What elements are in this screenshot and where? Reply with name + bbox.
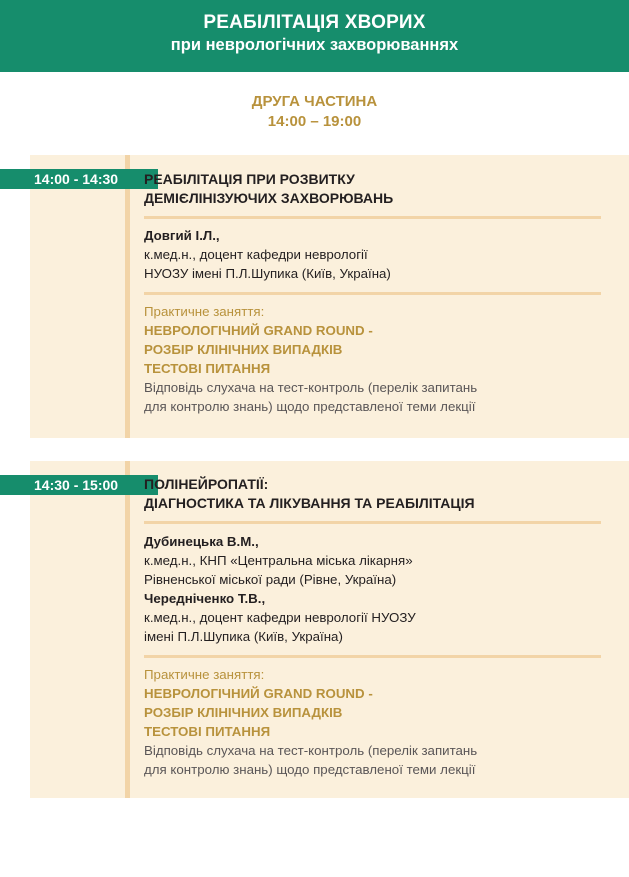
- header-title: РЕАБІЛІТАЦІЯ ХВОРИХ: [203, 12, 426, 33]
- practical-section: [144, 665, 601, 779]
- speaker-info-line: к.мед.н., доцент кафедри неврології НУОЗУ: [144, 610, 416, 625]
- speaker-info-line: к.мед.н., доцент кафедри неврології: [144, 247, 368, 262]
- page-header: [0, 0, 629, 72]
- practical-line: РОЗБІР КЛІНІЧНИХ ВИПАДКІВ: [144, 342, 343, 357]
- session-block-2: [30, 461, 629, 798]
- note-line: Відповідь слухача на тест-контроль (перелік запитань: [144, 743, 478, 758]
- note-line: для контролю знань) щодо представленої теми лекції: [144, 762, 476, 777]
- practical-line: РОЗБІР КЛІНІЧНИХ ВИПАДКІВ: [144, 705, 343, 720]
- session-divider-line: [125, 461, 130, 798]
- session-title-line: ДІАГНОСТИКА ТА ЛІКУВАННЯ ТА РЕАБІЛІТАЦІЯ: [144, 495, 475, 511]
- part-time: 14:00 – 19:00: [267, 113, 362, 130]
- session-title-line: ПОЛІНЕЙРОПАТІЇ:: [144, 476, 269, 492]
- speaker-info-line: Рівненської міської ради (Рівне, Україна): [144, 572, 397, 587]
- speaker-info-line: імені П.Л.Шупика (Київ, Україна): [144, 629, 343, 644]
- session-content: [144, 461, 601, 779]
- session-title: [144, 475, 601, 513]
- separator: [144, 521, 601, 524]
- separator: [144, 216, 601, 219]
- practical-section: [144, 302, 601, 416]
- practical-line: НЕВРОЛОГІЧНИЙ GRAND ROUND -: [144, 323, 373, 338]
- practical-label: Практичне заняття:: [144, 667, 265, 682]
- session-title-line: ДЕМІЄЛІНІЗУЮЧИХ ЗАХВОРЮВАНЬ: [144, 190, 394, 206]
- speaker-info-line: НУОЗУ імені П.Л.Шупика (Київ, Україна): [144, 266, 391, 281]
- session-time-badge: 14:30 - 15:00: [0, 475, 158, 495]
- speaker-name: Чередніченко Т.В.,: [144, 591, 266, 606]
- part-label: ДРУГА ЧАСТИНА: [251, 93, 378, 110]
- header-subtitle: при неврологічних захворюваннях: [170, 36, 459, 54]
- session-content: [144, 155, 601, 416]
- speaker: [144, 226, 601, 283]
- practical-label: Практичне заняття:: [144, 304, 265, 319]
- speaker-info-line: к.мед.н., КНП «Центральна міська лікарня»: [144, 553, 413, 568]
- session-title-line: РЕАБІЛІТАЦІЯ ПРИ РОЗВИТКУ: [144, 171, 355, 187]
- session-block-1: [30, 155, 629, 438]
- practical-line: ТЕСТОВІ ПИТАННЯ: [144, 361, 271, 376]
- session-title: [144, 170, 601, 208]
- session-divider-line: [125, 155, 130, 438]
- note-line: для контролю знань) щодо представленої теми лекції: [144, 399, 476, 414]
- session-time-badge: 14:00 - 14:30: [0, 169, 158, 189]
- speaker: [144, 532, 601, 646]
- speaker-name: Дубинецька В.М.,: [144, 534, 259, 549]
- part-heading: [0, 92, 629, 132]
- practical-line: НЕВРОЛОГІЧНИЙ GRAND ROUND -: [144, 686, 373, 701]
- speaker-name: Довгий І.Л.,: [144, 228, 220, 243]
- note-line: Відповідь слухача на тест-контроль (перелік запитань: [144, 380, 478, 395]
- separator: [144, 655, 601, 658]
- separator: [144, 292, 601, 295]
- practical-line: ТЕСТОВІ ПИТАННЯ: [144, 724, 271, 739]
